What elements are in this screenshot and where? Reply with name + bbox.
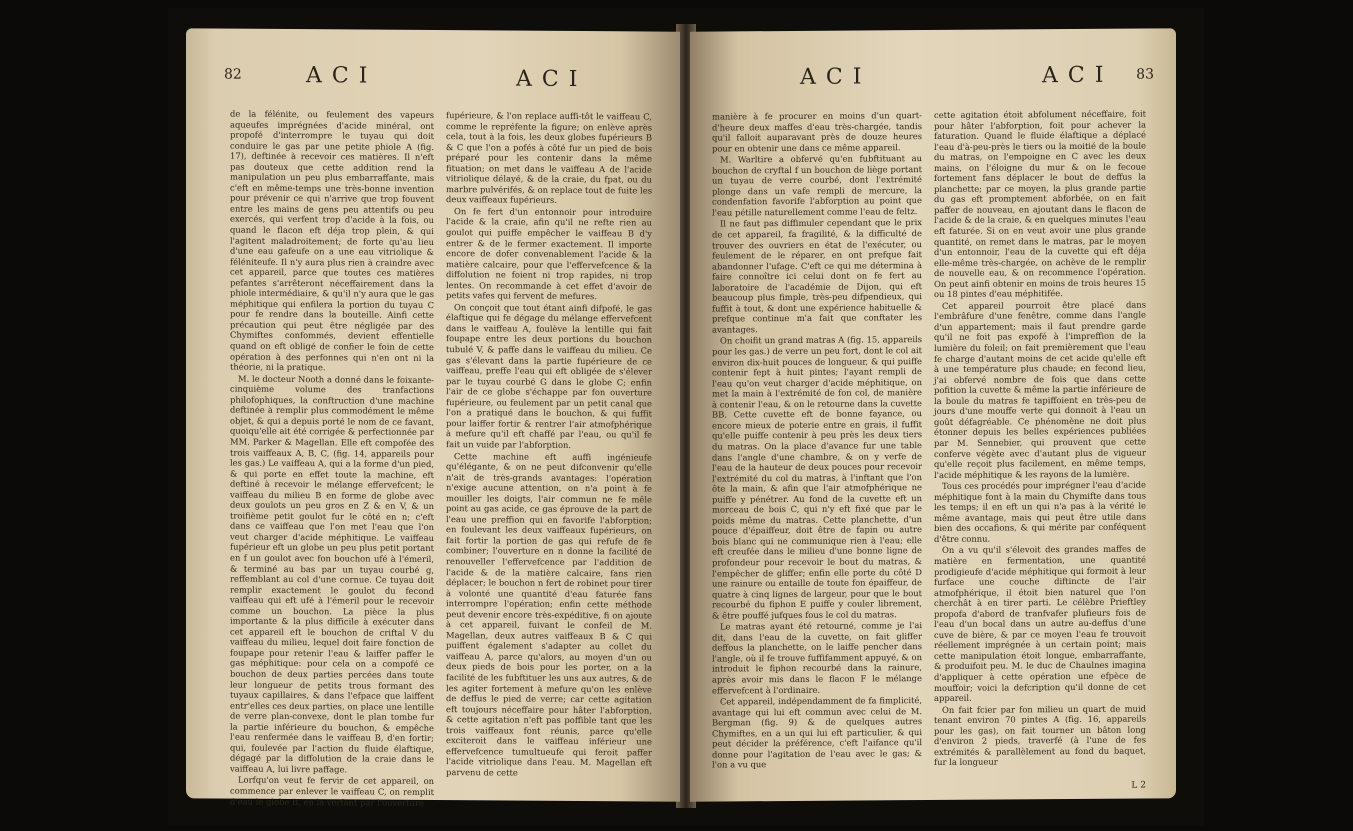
right-page bbox=[690, 28, 1176, 801]
left-page-number: 82 bbox=[224, 66, 242, 83]
right-running-head-2: ACI bbox=[1042, 62, 1114, 89]
paragraph: Tous ces procédés pour imprégner l'eau d'acide méphitique font à la main du Chymifte dans tous les temps; il en eft un qui n'a pas à la vérité le même avantage, mais qui peut être utile dans bien des occafions, & qui mérite par conféquent d'être connu. bbox=[934, 479, 1146, 544]
paragraph: M. le docteur Nooth a donné dans le foixante-cinquième volume des tranfactions philofophiques, la conftruction d'une machine deftinée à remplir plus commodément le même objet, & qui a depuis porté le nom de ce favant, quoiqu'elle ait été corrigée & perfectionnée par MM. Parker & Magellan. Elle eft compofée des trois vaiffeaux A, B, C, (fig. 14, appareils pour les gas.) Le vaiffeau A, qui a la forme d'un pied, & qui porte en effet toute la machine, eft deftiné à recevoir le mélange effervefcent; le vaiffeau du milieu B en forme de globe avec deux goulots un peu gros en Z & en V, & un troifième petit goulot fur le côté en n; c'eft dans ce vaiffeau que l'on met l'eau que l'on veut charger d'acide méphitique. Le vaiffeau fupérieur eft un globe un peu plus petit portant en f un goulot avec fon bouchon ufé à l'émeril, & terminé au bas par un tuyau courbé g, reffemblant au col d'une cornue. Ce tuyau doit remplir exactement le goulot du fecond vaiffeau qui eft ufé à l'émeril pour le recevoir comme un bouchon. La pièce la plus importante & la plus difficile à exécuter dans cet appareil eft le bouchon de criftal V du vaiffeau du milieu, lequel doit faire fonction de foupape pour retenir l'eau & laiffer paffer le gas méphitique: pour cela on a compofé ce bouchon de deux parties percées dans toute leur longueur de petits trous formant des tuyaux capillaires, & dans l'efpace que laiffent entr'elles ces deux parties, on place une lentille de verre plan-convexe, dont le plan tombe fur la partie inférieure du bouchon, & empêche l'eau renfermée dans le vaiffeau B, d'en fortir; qui, foulevée par l'action du fluide élaftique, dégagé par la diffolution de la craie dans le vaiffeau A, lui livre paffage. bbox=[230, 373, 434, 775]
paragraph: de la félénite, ou feulement des vapeurs aqueufes imprégnées d'acide minéral, ont propofé d'interrompre le tuyau qui doit conduire le gas par une petite phiole A (fig. 17), deftinée à recevoir ces matières. Il n'eft pas douteux que cette addition rend la manipulation un peu plus embarraffante, mais c'eft en même-temps une très-bonne invention pour prévenir ce qui n'arrive que trop fouvent entre les mains de gens peu attentifs ou peu exercés, qui verfent trop d'acide à la fois, ou quand le flacon eft déja trop plein, & qui l'agitent maladroitement; de forte qu'au lieu d'une eau gafeufe on a une eau vitriolique & féléniteufe. Il n'y aura plus rien à craindre avec cet appareil, parce que toutes ces matières pefantes s'arrêteront néceffairement dans la phiole intermédiaire, & qu'il n'y aura que le gas méphitique qui enfilera la portion du tuyau C pour fe rendre dans la bouteille. Ainfi cette précaution qui peut être négligée par des Chymiftes confommés, devient effentielle quand on eft obligé de confier le foin de cette opération à des perfonnes qui n'en ont ni la théorie, ni la pratique. bbox=[230, 108, 434, 373]
left-running-header bbox=[186, 28, 680, 93]
paragraph: On a vu qu'il s'élevoit des grandes maffes de matière en fermentation, une quantité prodigieufe d'acide méphitique qui formoit à leur furface une couche diftincte de l'air atmofphérique, il étoit bien naturel que l'on cherchât à en tirer parti. Le célèbre Prieftley propofa d'abord de tranfvafer plufieurs fois de l'eau d'un bocal dans un autre au-deffus d'une cuve de bière, & par ce moyen l'eau fe trouvoit réellement imprégnée à un certain point; mais cette manipulation étoit longue, embarraffante, & produifoit peu. M. le duc de Chaulnes imagina d'appliquer à cette opération une efpèce de mouffoir; voici la defcription qu'il donne de cet appareil. bbox=[934, 543, 1146, 704]
paragraph: Il ne faut pas diffimuler cependant que le prix de cet appareil, fa fragilité, & la difficulté de trouver des ouvriers en état de l'exécuter, ou feulement de le réparer, en ont prefque fait abandonner l'ufage. C'eft ce qui me détermina à faire connoître ici celui dont on fe fert au laboratoire de l'académie de Dijon, qui eft beaucoup plus fimple, très-peu difpendieux, qui fuffit à tout, & dont une expérience habituelle & prefque continue m'a fait que conftater les avantages. bbox=[712, 217, 922, 335]
left-running-head: ACI bbox=[306, 63, 378, 89]
right-column-2 bbox=[934, 109, 1146, 784]
paragraph: fupérieure, & l'on replace auffi-tôt le vaiffeau C, comme le repréfente la figure; on enlève après cela, tout à la fois, les deux globes fupérieurs B & C que l'on a pofés à côté fur un pied de bois préparé pour les contenir dans la même fituation; on met dans le vaiffeau A de l'acide vitriolique délayé, & de la craie, du fpat, ou du marbre pulvérifés, & on replace tout de fuite les deux vaiffeaux fupérieurs. bbox=[446, 110, 652, 206]
right-running-header bbox=[690, 28, 1176, 90]
left-running-head-2: ACI bbox=[516, 66, 588, 93]
paragraph: Cet appareil, indépendamment de fa fimplicité, avantage qui lui eft commun avec celui de M. Bergman (fig. 9) & de quelques autres Chymiftes, en a un qui lui eft particulier, & qui peut décider la préférence, c'eft l'aifance qu'il donne pour l'agitation de l'eau avec le gas; & l'on a vu que bbox=[712, 695, 922, 770]
paragraph: On fait fcier par fon milieu un quart de muid tenant environ 70 pintes A (fig. 16, appareils pour les gas), on fait tourner un bâton long d'environ 2 pieds, traverfé (à l'une de fes extrémités & parallèlement au fond du baquet, fur la longueur bbox=[934, 703, 1146, 768]
paragraph: Lorfqu'on veut fe fervir de cet appareil, on commence par enlever le vaiffeau C, on remplit d'eau le globe B, en la verfant par l'ouverture bbox=[230, 775, 434, 808]
paragraph: manière à fe procurer en moins d'un quart-d'heure deux maffes d'eau très-chargée, tandis qu'il falloit auparavant près de douze heures pour en obtenir une dans ce même appareil. bbox=[712, 110, 922, 154]
paragraph: Le matras ayant été retourné, comme je l'ai dit, dans l'eau de la cuvette, on fait gliffer deffous la planchette, on le laiffe pencher dans l'angle, où il fe trouve fuffifamment appuyé, & on introduit le fiphon recourbé dans la rainure, après avoir mis dans le flacon F le mélange effervefcent à l'ordinaire. bbox=[712, 620, 922, 696]
left-column-2 bbox=[446, 110, 652, 785]
paragraph: Cette machine eft auffi ingénieufe qu'élégante, & on ne peut difconvenir qu'elle n'ait de très-grands avantages: l'opération n'exige aucune attention, on n'a point à fe mouiller les doigts, l'air commun ne fe mêle point au gas acide, ce gas éprouve de la part de l'eau une preffion qui en favorife l'abforption; en foulevant les deux vaiffeaux fupérieurs, on fait fortir la portion de gas qui refufe de fe combiner; l'ouverture en n donne la facilité de renouveller l'effervefcence par l'addition de l'acide & de la matière calcaire, fans rien déplacer; le bouchon n fert de robinet pour tirer à volonté une quantité d'eau faturée fans interrompre l'opération; enfin cette méthode peut devenir encore très-expéditive, fi on ajoute à cet appareil, fuivant le confeil de M. Magellan, deux autres vaiffeaux B & C qui puiffent également s'adapter au collet du vaiffeau A, parce qu'alors, au moyen d'un ou deux pieds de bois pour les porter, on a la facilité de les fubftituer les uns aux autres, & de les agiter fortement à mefure qu'on les enlève de deffus le pied de verre; car cette agitation eft toujours néceffaire pour hâter l'abforption, & cette agitation n'eft pas poffible tant que les trois vaiffeaux font réunis, parce qu'elle exciteroit dans le vaiffeau inférieur une effervefcence tumultueufe qui feroit paffer l'acide vitriolique dans l'eau. M. Magellan eft parvenu de cette bbox=[446, 450, 652, 778]
right-running-head: ACI bbox=[800, 64, 872, 90]
right-page-number: 83 bbox=[1136, 66, 1154, 83]
paragraph: Cet appareil pourroit être placé dans l'embrâfure d'une fenêtre, comme dans l'angle d'un appartement; mais il faut prendre garde qu'il ne foit pas expofé à l'impreffion de la lumière du foleil; on fait premièrement que l'eau fe charge d'autant moins de cet acide qu'elle eft à une température plus chaude; en fecond lieu, j'ai obfervé nombre de fois que dans cette pofition la cuvette & même la partie inférieure de la boule du matras fe tapiffoient en très-peu de jours d'une mouffe verte qui donnoit à l'eau un goût défagréable. Ce phénomène ne doit plus étonner depuis les belles expériences publiées par M. Sennebier, qui prouvent que cette conferve végète avec d'autant plus de vigueur qu'elle reçoit plus facilement, en même temps, l'acide méphitique & les rayons de la lumière. bbox=[934, 299, 1146, 480]
paragraph: On conçoit que tout étant ainfi difpofé, le gas élaftique qui fe dégage du mélange effervefcent dans le vaiffeau A, foulève la lentille qui fait foupape entre les deux portions du bouchon tubulé V, & paffe dans le vaiffeau du milieu. Ce gas s'élevant dans la partie fupérieure de ce vaiffeau, preffe l'eau qui eft obligée de s'élever par le tuyau courbé G dans le globe C; enfin l'air de ce globe s'échappe par fon ouverture fupérieure, ou feulement par un petit canal que l'on a pratiqué dans le bouchon, & qui fuffit pour laiffer fortir & rentrer l'air atmofphérique à mefure qu'il eft chaffé par l'eau, ou qu'il fe fait un vuide par l'abforption. bbox=[446, 301, 652, 450]
signature-mark: L 2 bbox=[1131, 780, 1146, 791]
paragraph: On choifit un grand matras A (fig. 15, appareils pour les gas.) de verre un peu fort, dont le col ait environ dix-huit pouces de longueur, & qui puiffe contenir fept à huit pintes; l'ayant rempli de l'eau qu'on veut charger d'acide méphitique, on met la main à l'extrémité de fon col, de manière à contenir l'eau, & on le retourne dans la cuvette BB. Cette cuvette eft de bonne fayance, ou encore mieux de poterie entre en grais, il fuffit qu'elle puiffe contenir à peu près les deux tiers du matras. On la place d'avance fur une table dans l'angle d'une chambre, & on y verfe de l'eau de la hauteur de deux pouces pour recevoir l'extrémité du col du matras, à l'inftant que l'on ôte la main, & afin que l'air atmofphérique ne puiffe y pénétrer. Au fond de la cuvette eft un morceau de bois C, qui n'y eft fixé que par le poids même du matras. Cette planchette, d'un pouce d'épaiffeur, doit être de fapin ou autre bois blanc qui ne communique rien à l'eau; elle eft creufée dans le milieu d'une bonne ligne de profondeur pour recevoir le bout du matras, & l'empêcher de gliffer; enfin elle porte du côté D une rainure ou entaille de toute fon épaiffeur, de quatre à cinq lignes de largeur, pour que le bout recourbé du fiphon E puiffe y couler librement, & être pouffé jufques fous le col du matras. bbox=[712, 334, 922, 621]
paragraph: On fe fert d'un entonnoir pour introduire l'acide & la craie, afin qu'il ne refte rien au goulot qui puiffe empêcher le vaiffeau B d'y entrer & de le fermer exactement. Il importe encore de dofer convenablement l'acide & la matière calcaire, pour que l'effervefcence & la diffolution ne foient ni trop rapides, ni trop lentes. On recommande à cet effet d'avoir de petits vafes qui fervent de mefures. bbox=[446, 206, 652, 302]
paragraph: M. Warltire a obfervé qu'en fubftituant au bouchon de cryftal f un bouchon de liège portant un tuyau de verre courbé, dont l'extrémité plonge dans un vafe rempli de mercure, la condenfation favorife l'abforption au point que l'eau pétille naturellement comme l'eau de feltz. bbox=[712, 153, 922, 218]
paragraph: cette agitation étoit abfolument néceffaire, foit pour hâter l'abforption, foit pour achever la faturation. Quand le fluide élaftique a déplacé l'eau d'à-peu-près le tiers ou la moitié de la boule du matras, on l'empoigne en C avec les deux mains, on l'éloigne du mur & on le fecoue fortement fans déplacer le bout de deffus la planchette; par ce moyen, la plus grande partie du gas eft promptement abforbée, on en fait paffer de nouveau, en ajoutant dans le flacon de l'acide & de la craie, & en quelques minutes l'eau eft faturée. Si on en veut avoir une plus grande quantité, on remet dans le matras, par le moyen d'un entonnoir, l'eau de la cuvette qui eft déja elle-même très-chargée, on achève de le remplir de nouvelle eau, & on recommence l'opération. On peut ainfi obtenir en moins de trois heures 15 ou 18 pintes d'eau méphitifée. bbox=[934, 108, 1146, 300]
left-page bbox=[186, 28, 680, 808]
right-column-1 bbox=[712, 110, 922, 785]
left-column-1 bbox=[230, 108, 434, 808]
